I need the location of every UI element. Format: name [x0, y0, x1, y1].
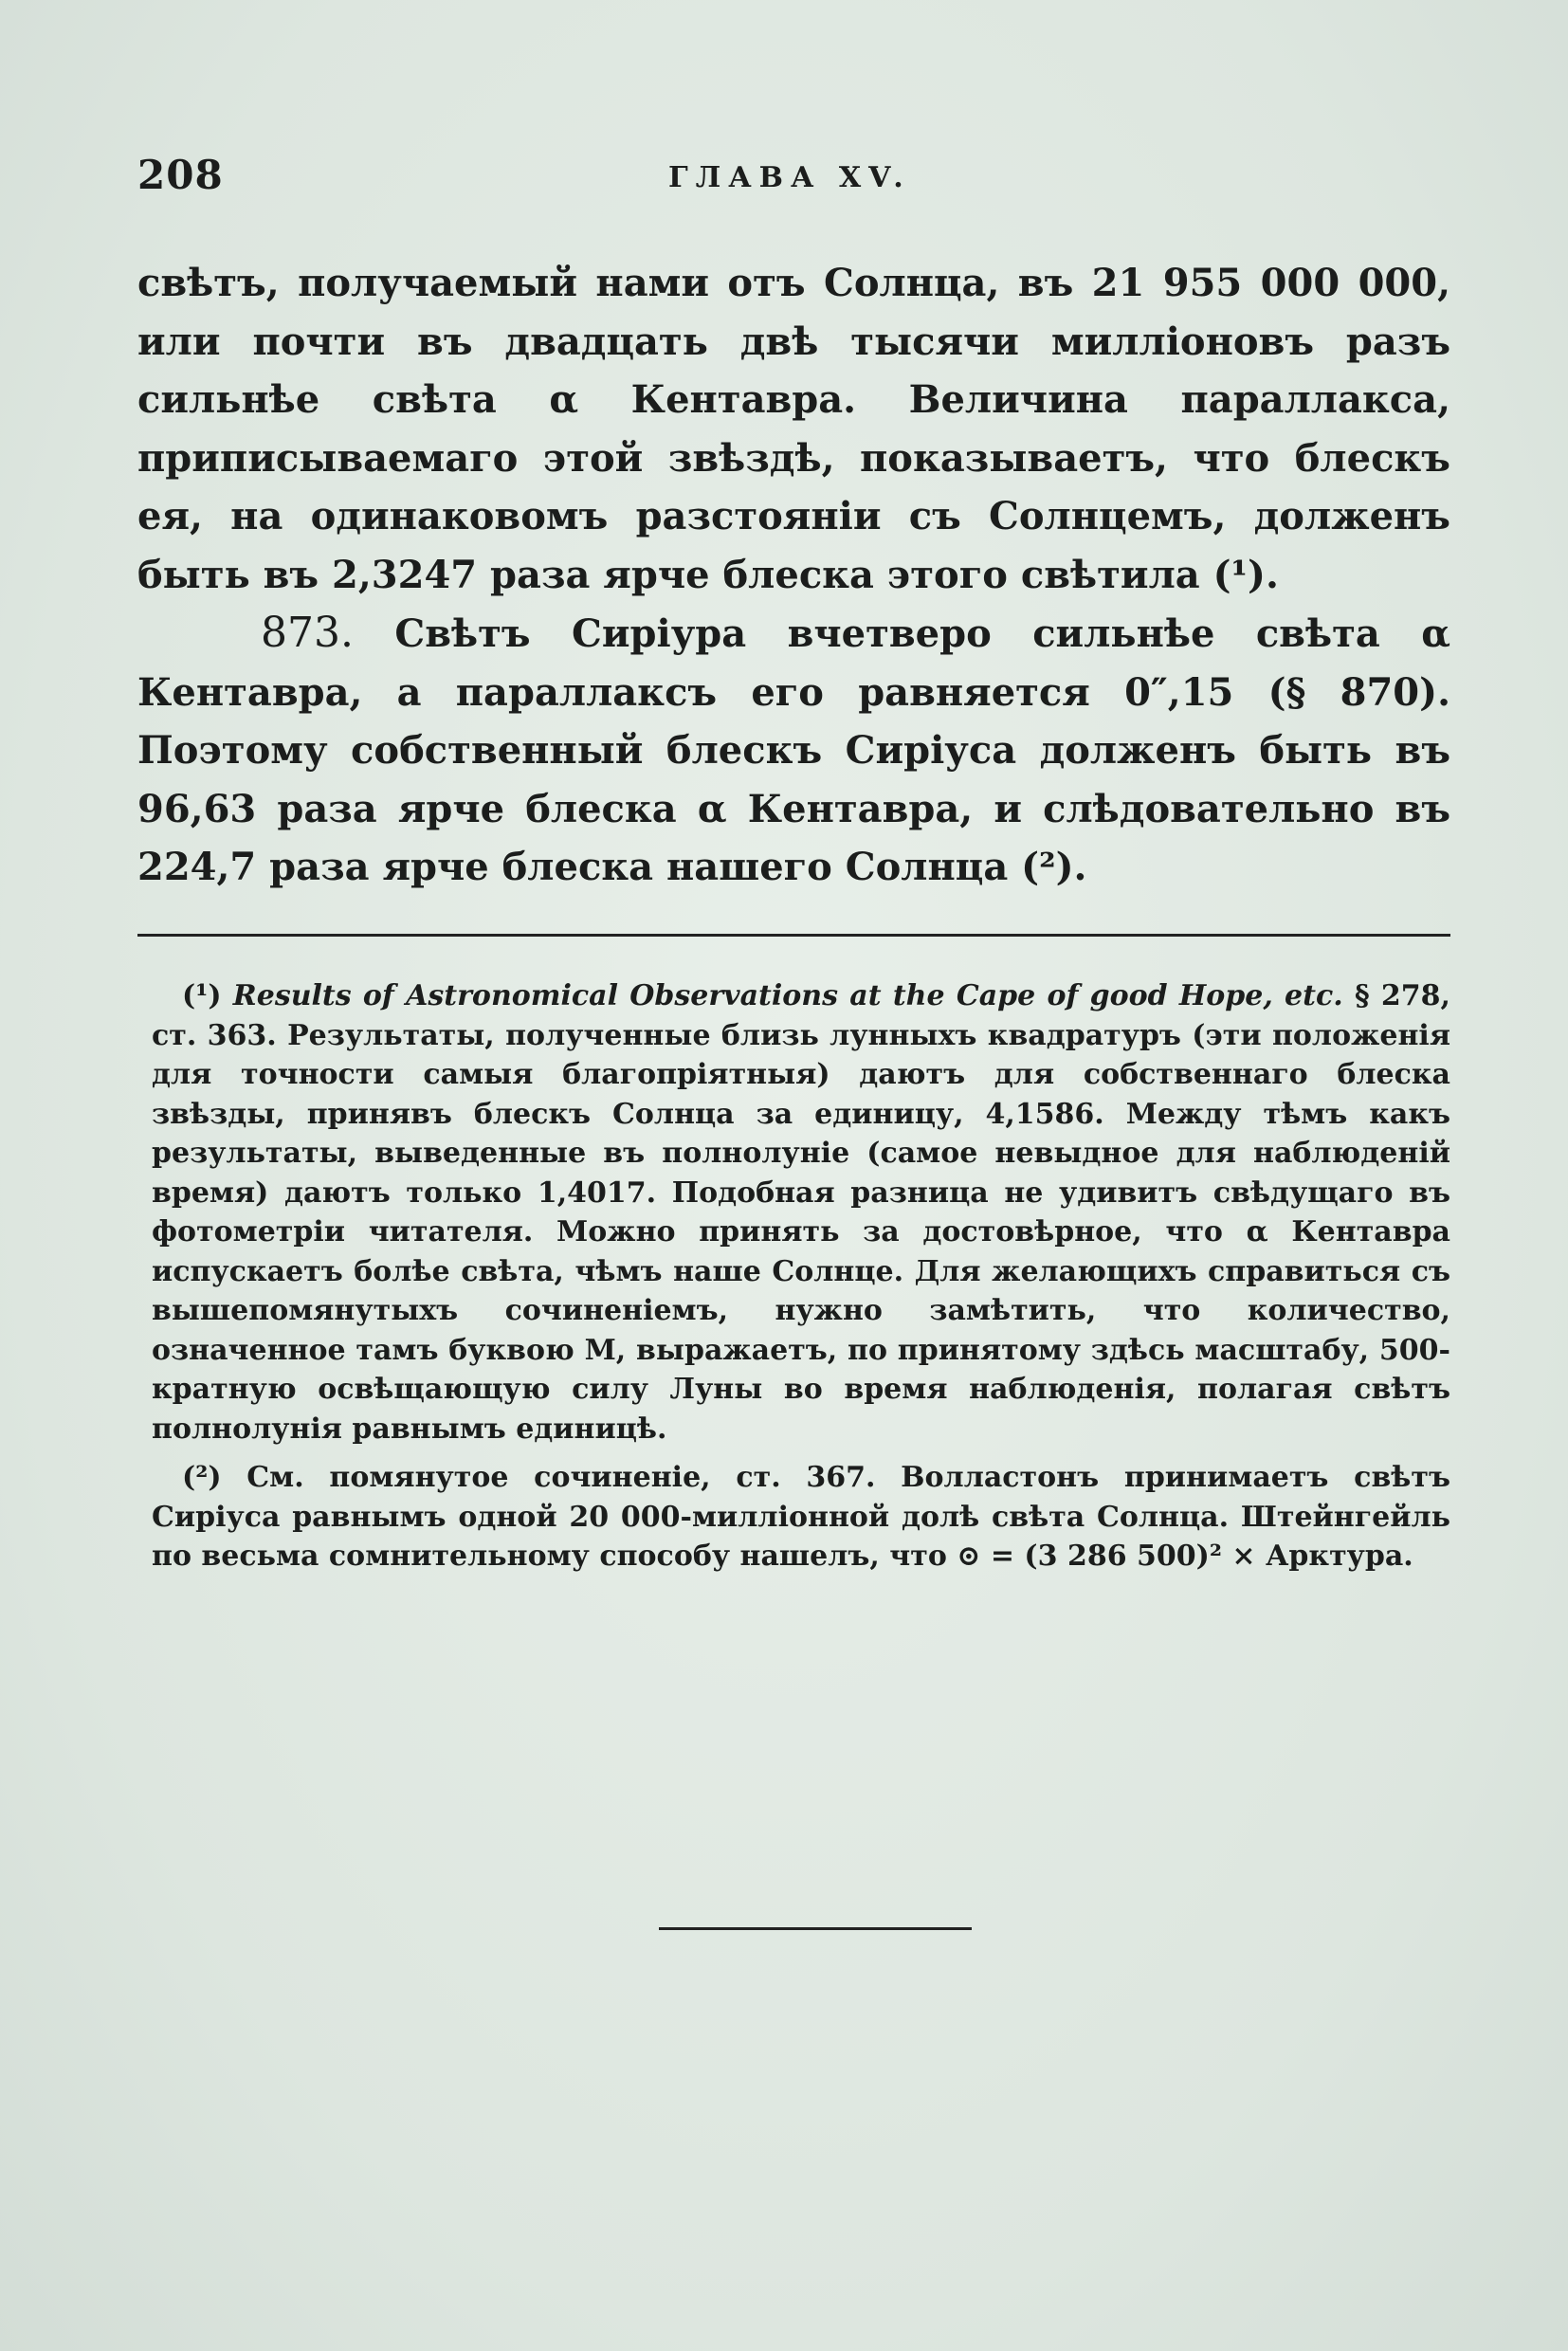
paragraph-873 — [137, 604, 1450, 897]
footnote-1 — [152, 976, 1450, 1449]
paragraph-number: 873. — [261, 609, 354, 657]
footnote-2 — [152, 1458, 1450, 1576]
footnote-1-text: § 278, ст. 363. Результаты, полученные близь лунныхъ квадратуръ (эти положенія для точности самыя благопріятныя) даютъ для собственнаго блеска звѣзды, принявъ блескъ Солнца за единицу, 4,1586. Между тѣмъ какъ результаты, выведенные въ полнолуніе (самое невыдное для наблюденій время) даютъ только 1,4017. Подобная разница не удивитъ свѣдущаго въ фотометріи читателя. Можно принять за достовѣрное, что α Кентавра испускаетъ болѣе свѣта, чѣмъ наше Солнце. Для желающихъ справиться съ вышепомянутыхъ сочиненіемъ, нужно замѣтить, что количество, означенное тамъ буквою M, выражаетъ, по принятому здѣсь масштабу, 500-кратную освѣщающую силу Луны во время наблюденія, полагая свѣтъ полнолунія равнымъ единицѣ. — [152, 979, 1450, 1446]
footnote-1-marker: (¹) — [182, 979, 222, 1012]
main-text — [137, 254, 1450, 897]
page-header — [137, 152, 1460, 209]
footnote-2-marker: (²) — [182, 1461, 222, 1494]
paragraph-continued: свѣтъ, получаемый нами отъ Солнца, въ 21 955 000 000, или почти въ двадцать двѣ тысячи милліоновъ разъ сильнѣе свѣта α Кентавра. Величина параллакса, приписываемаго этой звѣздѣ, показываетъ, что блескъ ея, на одинаковомъ разстояніи съ Солнцемъ, долженъ быть въ 2,3247 раза ярче блеска этого свѣтила (¹). — [137, 261, 1450, 597]
paragraph-873-text: Свѣтъ Сиріура вчетверо сильнѣе свѣта α Кентавра, а параллаксъ его равняется 0″,15 (§ 870). Поэтому собственный блескъ Сиріуса долженъ быть въ 96,63 раза ярче блеска α Кентавра, и слѣдовательно въ 224,7 раза ярче блеска нашего Солнца (²). — [137, 611, 1450, 889]
chapter-title: ГЛАВА XV. — [668, 161, 911, 194]
footnote-2-text: См. помянутое сочиненіе, ст. 367. Волластонъ принимаетъ свѣтъ Сиріуса равнымъ одной 20 000-милліонной долѣ свѣта Солнца. Штейнгейль по весьма сомнительному способу нашелъ, что ⊙ = (3 286 500)² × Арктура. — [152, 1461, 1450, 1573]
end-divider — [659, 1927, 972, 1930]
footnotes — [152, 976, 1450, 1586]
page-number: 208 — [137, 152, 224, 198]
footnote-1-title: Results of Astronomical Observations at the Cape of good Hope, etc. — [232, 979, 1343, 1012]
footnote-divider — [137, 934, 1450, 937]
